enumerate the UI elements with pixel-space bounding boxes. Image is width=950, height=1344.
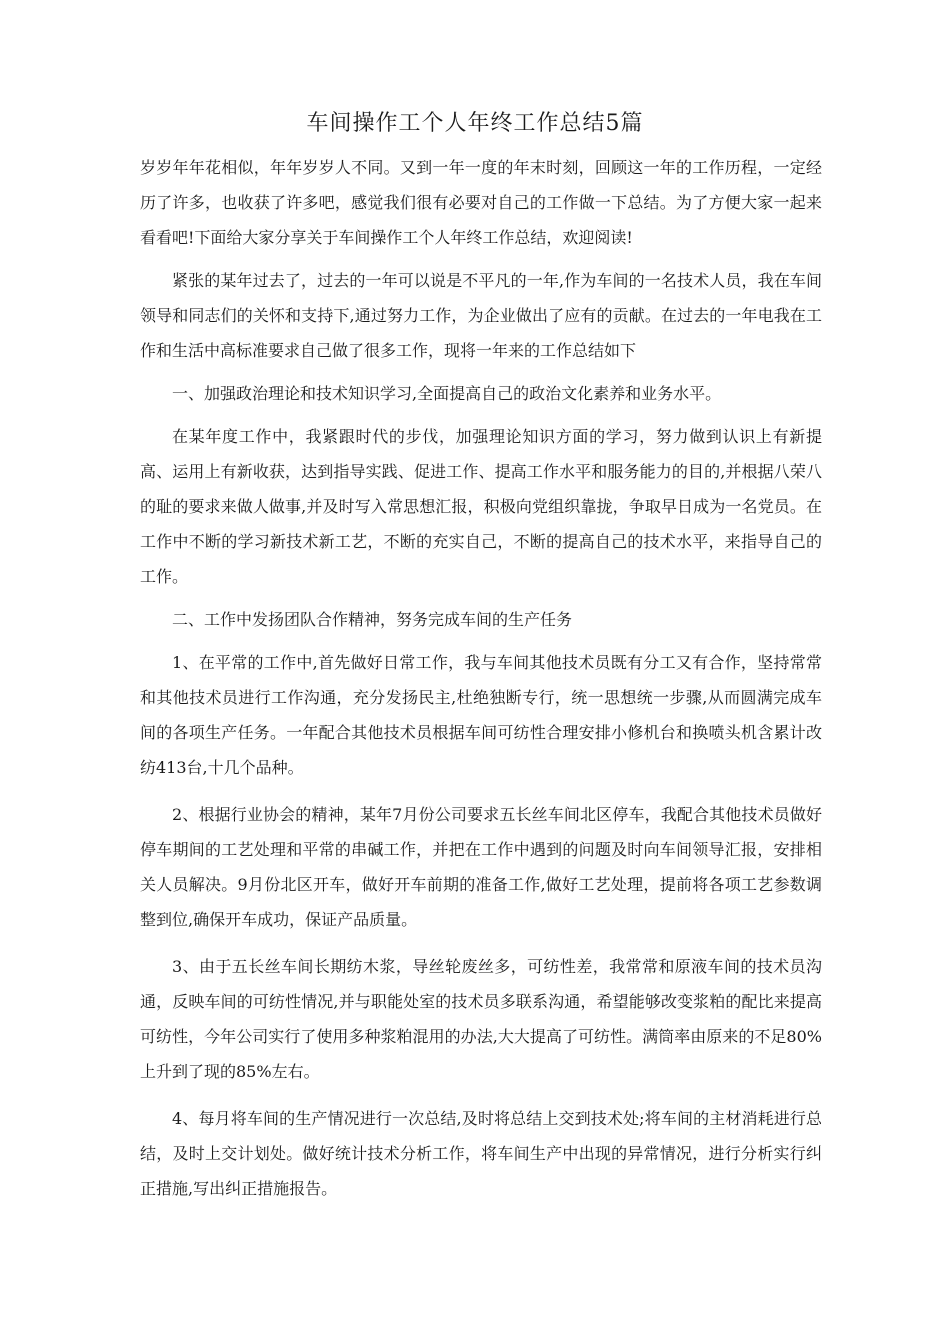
numbered-paragraph: 2、根据行业协会的精神，某年7月份公司要求五长丝车间北区停车，我配合其他技术员做好停车期间的工艺处理和平常的串碱工作，并把在工作中遇到的问题及时向车间领导汇报，安排相关人员解决。9月份北区开车，做好开车前期的准备工作,做好工艺处理，提前将各项工艺参数调整到位,确保开车成功，保证产品质量。	[140, 805, 822, 929]
document-body	[140, 150, 822, 1214]
document-title: 车间操作工个人年终工作总结5篇	[306, 111, 644, 136]
body-paragraph: 紧张的某年过去了，过去的一年可以说是不平凡的一年,作为车间的一名技术人员，我在车间领导和同志们的关怀和支持下,通过努力工作，为企业做出了应有的贡献。在过去的一年电我在工作和生活中高标准要求自己做了很多工作，现将一年来的工作总结如下	[140, 271, 822, 360]
intro-paragraph: 岁岁年年花相似，年年岁岁人不同。又到一年一度的年末时刻，回顾这一年的工作历程，一定经历了许多，也收获了许多吧，感觉我们很有必要对自己的工作做一下总结。为了方便大家一起来看看吧!下面给大家分享关于车间操作工个人年终工作总结，欢迎阅读!	[140, 158, 822, 247]
section-heading: 二、工作中发扬团队合作精神，努务完成车间的生产任务	[172, 610, 573, 629]
section-heading: 一、加强政治理论和技术知识学习,全面提高自己的政治文化素养和业务水平。	[172, 384, 722, 403]
numbered-paragraph: 3、由于五长丝车间长期纺木浆，导丝轮废丝多，可纺性差，我常常和原液车间的技术员沟通，反映车间的可纺性情况,并与职能处室的技术员多联系沟通，希望能够改变浆粕的配比来提高可纺性，今年公司实行了使用多种浆粕混用的办法,大大提高了可纺性。满筒率由原来的不足80%上升到了现的85%左右。	[140, 957, 822, 1081]
body-paragraph: 在某年度工作中，我紧跟时代的步伐，加强理论知识方面的学习，努力做到认识上有新提高、运用上有新收获，达到指导实践、促进工作、提高工作水平和服务能力的目的,并根据八荣八的耻的要求来做人做事,并及时写入常思想汇报，积极向党组织靠拢，争取早日成为一名党员。在工作中不断的学习新技术新工艺，不断的充实自己，不断的提高自己的技术水平，来指导自己的工作。	[140, 427, 822, 586]
numbered-paragraph: 1、在平常的工作中,首先做好日常工作，我与车间其他技术员既有分工又有合作，坚持常常和其他技术员进行工作沟通，充分发扬民主,杜绝独断专行，统一思想统一步骤,从而圆满完成车间的各项生产任务。一年配合其他技术员根据车间可纺性合理安排小修机台和换喷头机含累计改纺413台,十几个品种。	[140, 653, 822, 777]
numbered-paragraph: 4、每月将车间的生产情况进行一次总结,及时将总结上交到技术处;将车间的主材消耗进行总结，及时上交计划处。做好统计技术分析工作，将车间生产中出现的异常情况，进行分析实行纠正措施,写出纠正措施报告。	[140, 1109, 822, 1198]
